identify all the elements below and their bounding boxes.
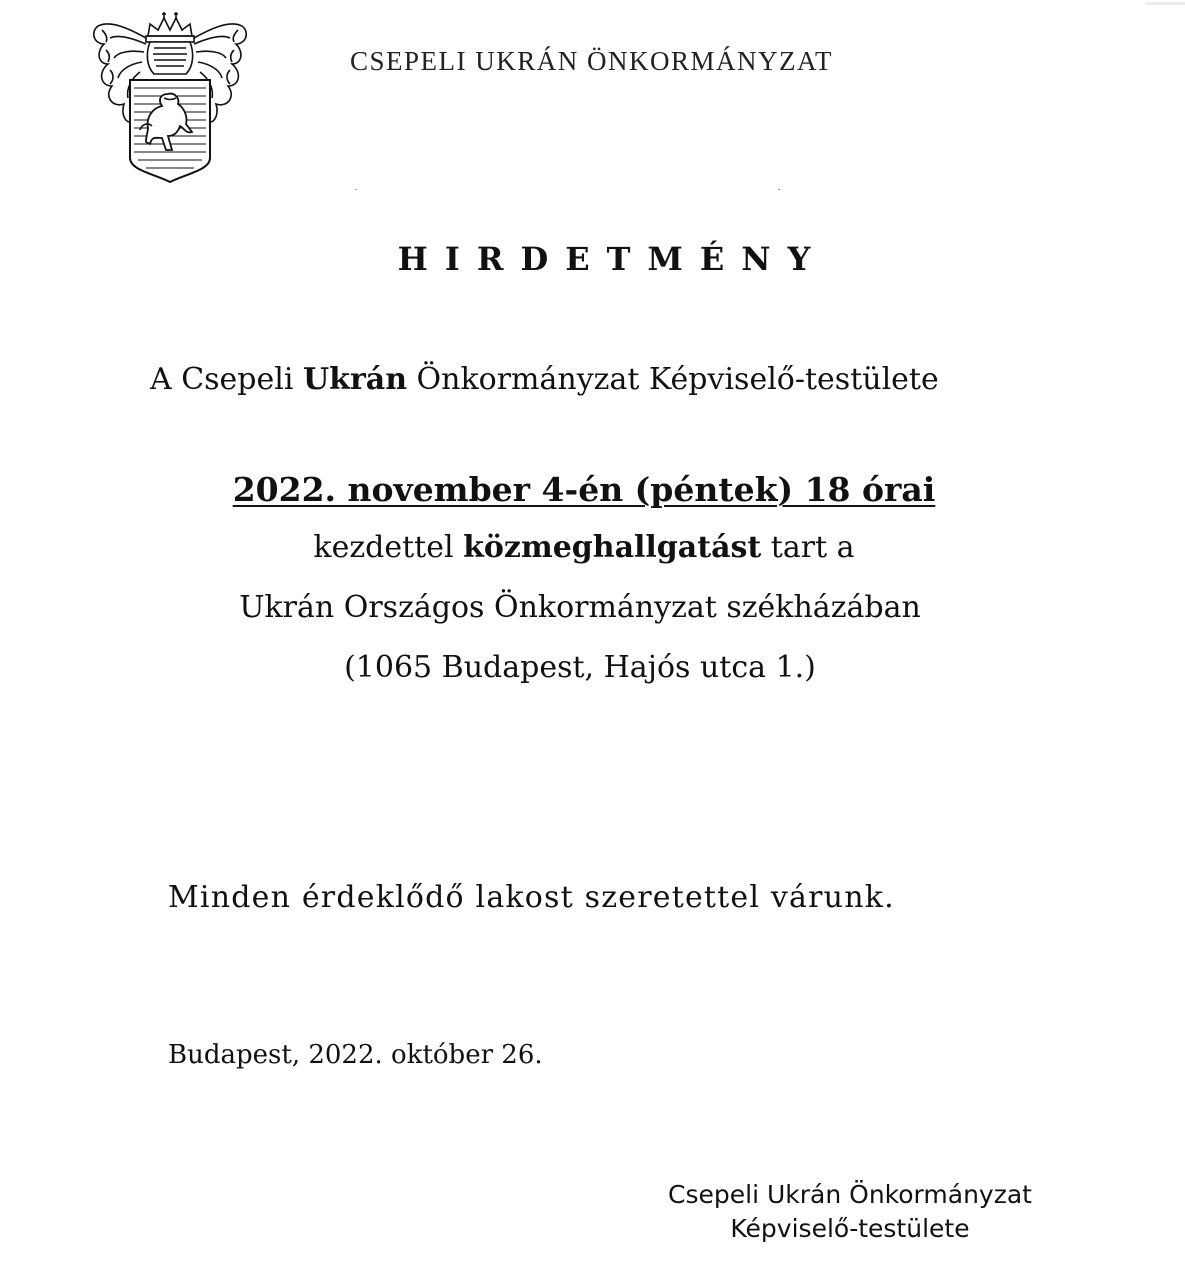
notice-title: HIRDETMÉNY	[397, 240, 828, 278]
intro-text-before: A Csepeli	[150, 362, 303, 397]
scan-dot	[778, 189, 780, 190]
event-text-before: kezdettel	[313, 530, 464, 565]
organization-header: CSEPELI UKRÁN ÖNKORMÁNYZAT	[350, 46, 834, 76]
place-date-line: Budapest, 2022. október 26.	[168, 1040, 543, 1070]
event-date-time-text: 2022. november 4-én (péntek) 18 órai	[232, 470, 936, 509]
intro-text-after: Önkormányzat Képviselő-testülete	[407, 362, 939, 397]
venue-line: Ukrán Országos Önkormányzat székházában	[239, 590, 921, 625]
signature-line-2: Képviselő-testülete	[730, 1214, 970, 1243]
event-line	[0, 530, 1184, 565]
intro-line	[150, 362, 939, 397]
intro-text-bold: Ukrán	[303, 362, 408, 397]
coat-of-arms-icon	[88, 8, 252, 184]
signature-line-1: Csepeli Ukrán Önkormányzat	[668, 1180, 1032, 1209]
event-text-after: tart a	[761, 530, 855, 565]
event-text-bold: közmeghallgatást	[463, 530, 762, 565]
page-corner-mark	[1146, 2, 1185, 5]
event-date-time	[0, 470, 1184, 509]
address-line: (1065 Budapest, Hajós utca 1.)	[344, 650, 816, 685]
invitation-line: Minden érdeklődő lakost szeretettel várunk.	[168, 880, 895, 915]
scan-dot	[355, 189, 357, 190]
